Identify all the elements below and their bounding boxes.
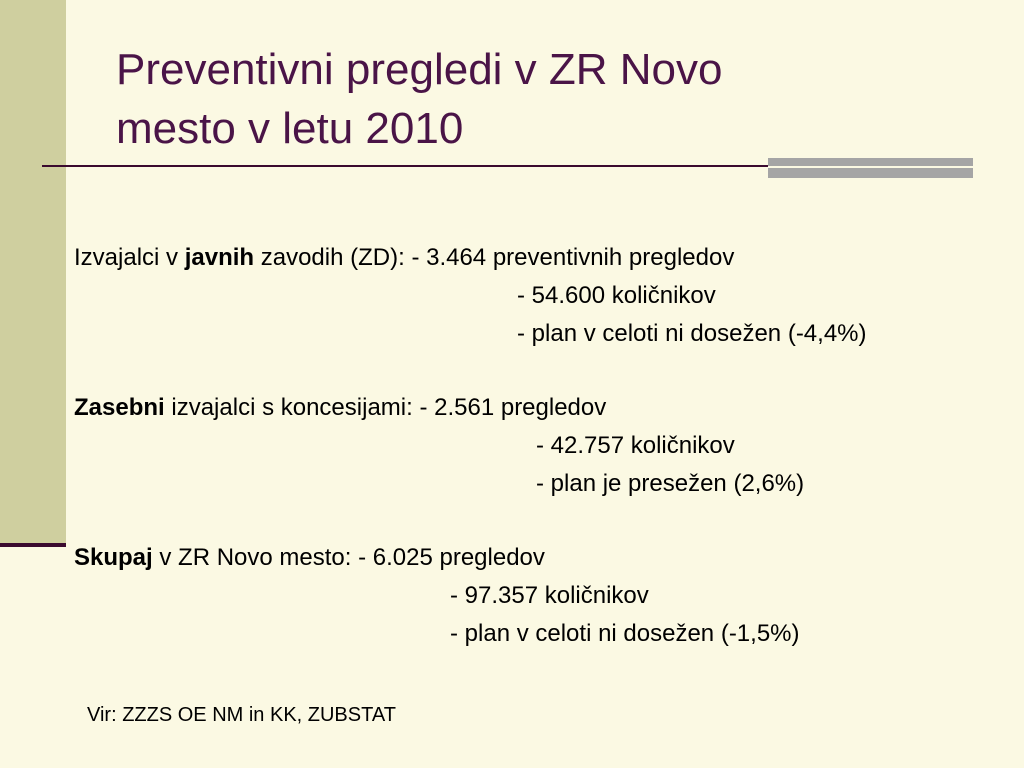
- left-accent-line: [0, 543, 66, 547]
- source-note: Vir: ZZZS OE NM in KK, ZUBSTAT: [87, 704, 396, 726]
- slide-title: [116, 40, 976, 158]
- total-block: [74, 539, 800, 653]
- private-providers-bold: Zasebni: [74, 394, 165, 421]
- private-providers-first-line: [74, 389, 804, 427]
- private-item-1: - 2.561 pregledov: [419, 394, 607, 421]
- public-providers-block: [74, 239, 867, 353]
- total-item-1: - 6.025 pregledov: [358, 544, 545, 571]
- private-providers-block: [74, 389, 804, 503]
- public-providers-bold: javnih: [184, 244, 255, 271]
- left-decorative-band: [0, 0, 66, 546]
- total-bold: Skupaj: [74, 544, 153, 571]
- total-suffix: v ZR Novo mesto:: [152, 544, 359, 571]
- private-item-3: - plan je presežen (2,6%): [536, 470, 805, 497]
- title-divider-stripe: [768, 166, 973, 168]
- slide-title-line-1: Preventivni pregledi v ZR Novo: [116, 45, 723, 94]
- title-divider-bar: [768, 158, 973, 178]
- slide-title-line-2: mesto v letu 2010: [116, 104, 464, 153]
- public-providers-suffix: zavodih (ZD):: [254, 244, 412, 271]
- private-item-2: - 42.757 količnikov: [536, 432, 735, 459]
- total-item-2: - 97.357 količnikov: [450, 582, 649, 609]
- private-providers-suffix: izvajalci s koncesijami:: [164, 394, 420, 421]
- total-first-line: [74, 539, 800, 577]
- public-item-3: - plan v celoti ni dosežen (-4,4%): [517, 320, 867, 347]
- public-item-1: - 3.464 preventivnih pregledov: [411, 244, 735, 271]
- public-providers-prefix: Izvajalci v: [74, 244, 185, 271]
- total-item-3: - plan v celoti ni dosežen (-1,5%): [450, 620, 800, 647]
- public-providers-first-line: [74, 239, 867, 277]
- public-item-2: - 54.600 količnikov: [517, 282, 716, 309]
